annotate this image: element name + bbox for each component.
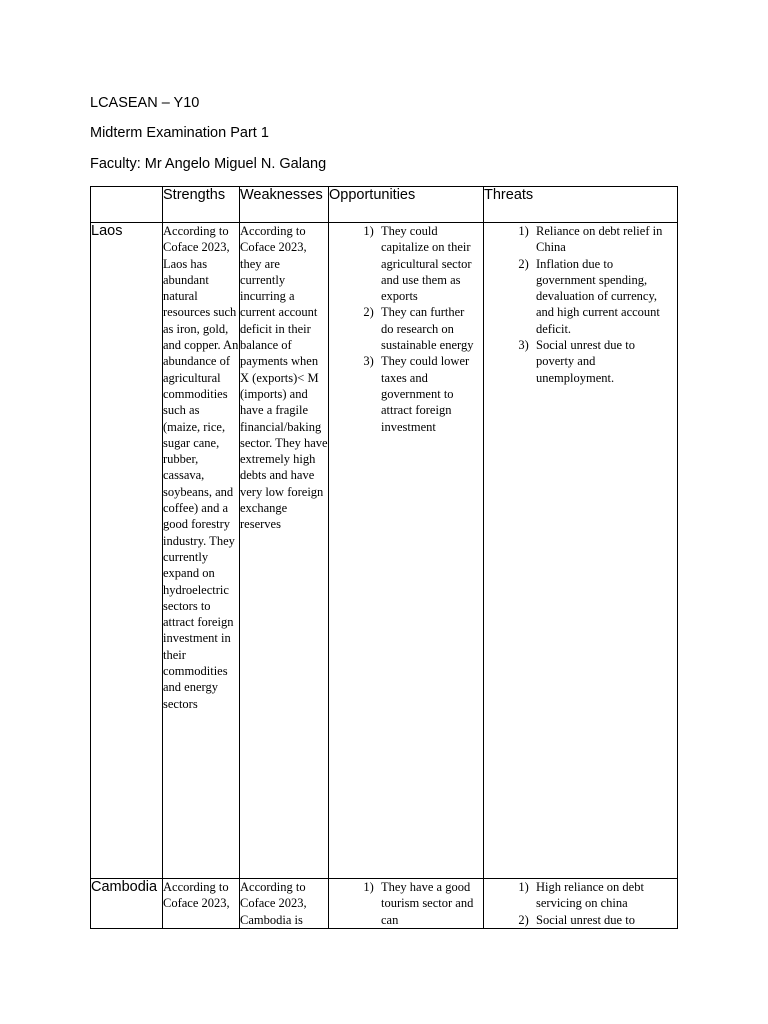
swot-table (90, 186, 678, 929)
weaknesses-cell: According to Coface 2023, Cambodia is (240, 879, 329, 929)
strengths-cell: According to Coface 2023, Laos has abundant natural resources such as iron, gold, and copper. An abundance of agricultural commodities such as (maize, rice, sugar cane, rubber, cassava, soybeans, and coffee) and a good forestry industry. They currently expand on hydroelectric sectors to attract foreign investment in their commodities and energy sectors (163, 223, 240, 879)
table-row-cambodia (91, 879, 678, 929)
header-weaknesses: Weaknesses (240, 187, 329, 223)
exam-title: Midterm Examination Part 1 (90, 125, 269, 141)
strengths-cell: According to Coface 2023, (163, 879, 240, 929)
weaknesses-cell: According to Coface 2023, they are currently incurring a current account deficit in their balance of payments when X (exports)< M (imports) and have a fragile financial/baking sector. They have extremely high debts and have very low foreign exchange reserves (240, 223, 329, 879)
list-item: 1. They have a good tourism sector and can (380, 879, 475, 928)
header-threats: Threats (484, 187, 678, 223)
header-opportunities: Opportunities (329, 187, 484, 223)
list-item: 3. They could lower taxes and government to attract foreign investment (380, 353, 475, 434)
table-header-row (91, 187, 678, 223)
header-strengths: Strengths (163, 187, 240, 223)
list-item: 2. Social unrest due to (535, 912, 673, 928)
country-cell: Laos (91, 223, 163, 879)
list-item: 1. They could capitalize on their agricultural sector and use them as exports (380, 223, 475, 304)
opportunities-cell (329, 223, 484, 879)
threats-cell (484, 223, 678, 879)
opportunities-cell (329, 879, 484, 929)
course-code: LCASEAN – Y10 (90, 95, 200, 111)
list-item: 2. They can further do research on sustainable energy (380, 304, 475, 353)
threats-cell (484, 879, 678, 929)
list-item: 1. Reliance on debt relief in China (535, 223, 673, 256)
list-item: 2. Inflation due to government spending, devaluation of currency, and high current account deficit. (535, 256, 673, 337)
table-row-laos (91, 223, 678, 879)
faculty-line: Faculty: Mr Angelo Miguel N. Galang (90, 156, 327, 172)
header-cell-blank (91, 187, 163, 223)
list-item: 3. Social unrest due to poverty and unemployment. (535, 337, 673, 386)
country-cell: Cambodia (91, 879, 163, 929)
list-item: 1. High reliance on debt servicing on china (535, 879, 673, 912)
